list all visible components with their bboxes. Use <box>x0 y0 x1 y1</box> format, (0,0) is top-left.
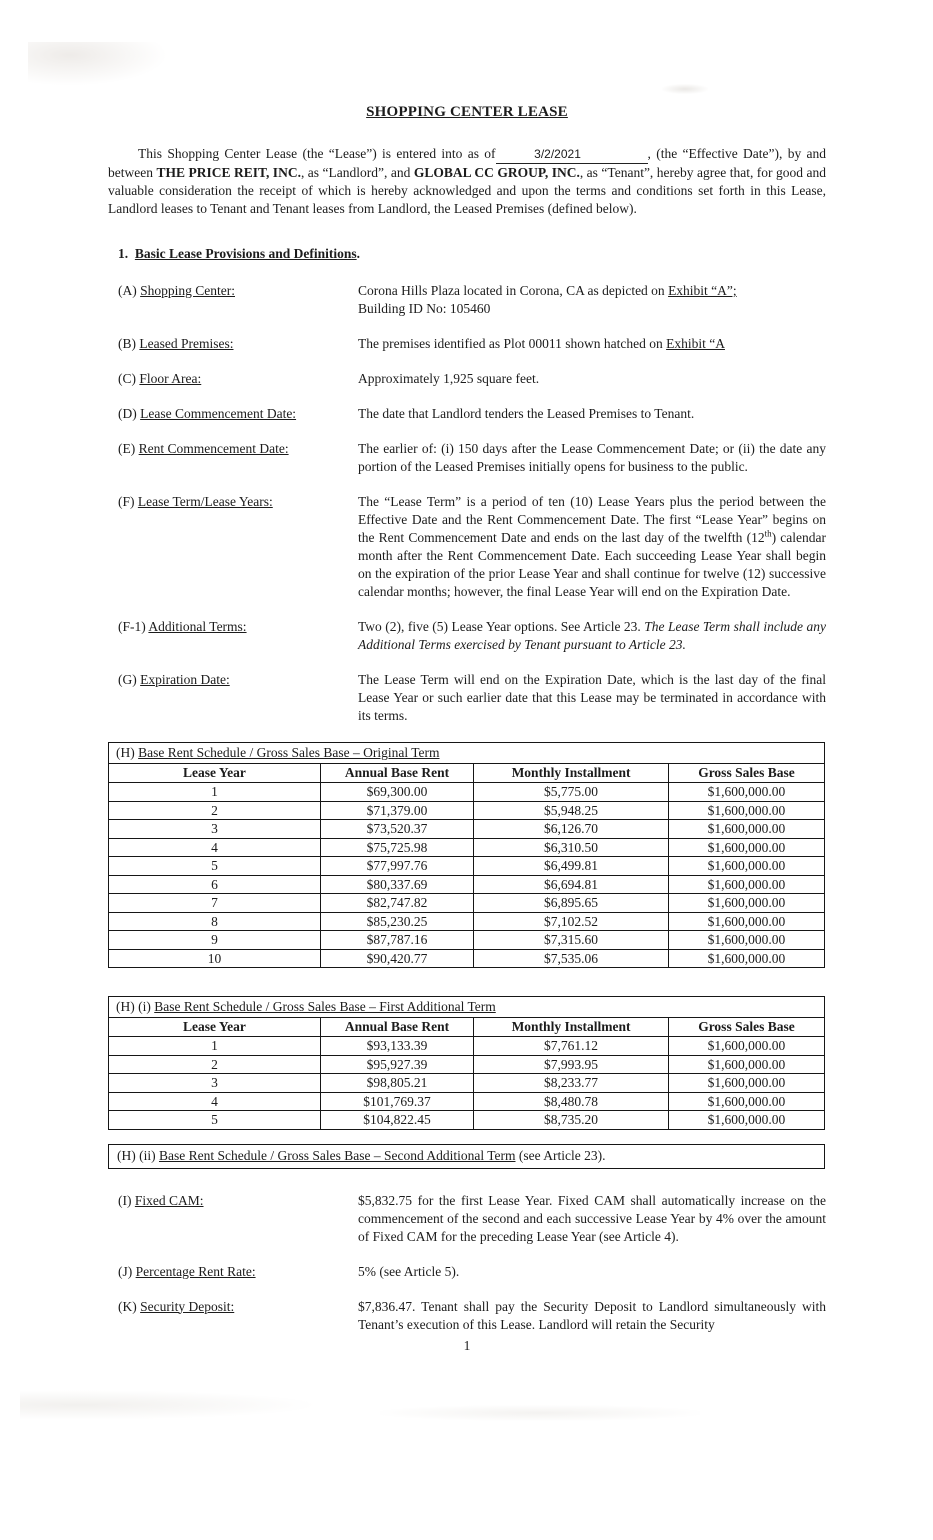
definition-item-k <box>108 1298 826 1334</box>
intro-paragraph <box>108 145 826 218</box>
table-cell: $5,775.00 <box>474 783 669 802</box>
effective-date-value: 3/2/2021 <box>534 147 581 161</box>
table-row <box>109 783 825 802</box>
definition-item-a <box>108 282 826 318</box>
table-row <box>109 857 825 876</box>
table-cell: $6,694.81 <box>474 875 669 894</box>
definition-item-f1 <box>108 618 826 654</box>
table-cell: $1,600,000.00 <box>668 783 824 802</box>
table-caption-row <box>109 743 825 764</box>
column-header: Lease Year <box>109 764 321 783</box>
intro-text: , (the “Effective Date”), by and between <box>108 146 826 180</box>
column-header: Gross Sales Base <box>668 764 824 783</box>
document-title: SHOPPING CENTER LEASE <box>366 104 568 120</box>
table-caption: (H) (i) Base Rent Schedule / Gross Sales Base – First Additional Term <box>109 997 825 1018</box>
definition-item-e <box>108 440 826 476</box>
table-header-row <box>109 1018 825 1037</box>
table-cell: $1,600,000.00 <box>668 875 824 894</box>
table-row <box>109 838 825 857</box>
table-cell: $104,822.45 <box>320 1111 473 1130</box>
definition-label: (D) Lease Commencement Date: <box>118 406 297 421</box>
table-cell: $1,600,000.00 <box>668 912 824 931</box>
table-cell: 6 <box>109 875 321 894</box>
table-cell: $6,499.81 <box>474 857 669 876</box>
definition-value: Corona Hills Plaza located in Corona, CA as depicted on Exhibit “A”; Building ID No: 105460 <box>358 283 737 316</box>
column-header: Annual Base Rent <box>320 764 473 783</box>
definition-label: (G) Expiration Date: <box>118 672 230 687</box>
effective-date-field[interactable] <box>496 145 648 164</box>
table-cell: 3 <box>109 820 321 839</box>
table-cell: $7,535.06 <box>474 949 669 968</box>
page-number: 1 <box>463 1337 471 1353</box>
table-cell: 4 <box>109 838 321 857</box>
table-cell: $101,769.37 <box>320 1092 473 1111</box>
table-cell: 10 <box>109 949 321 968</box>
table-row <box>109 820 825 839</box>
table-cell: 2 <box>109 1055 321 1074</box>
table-cell: $6,895.65 <box>474 894 669 913</box>
landlord-name: THE PRICE REIT, INC. <box>156 165 301 180</box>
table-row <box>109 875 825 894</box>
table-cell: $90,420.77 <box>320 949 473 968</box>
table-cell: $73,520.37 <box>320 820 473 839</box>
table-cell: $69,300.00 <box>320 783 473 802</box>
scan-artifact <box>20 1390 320 1420</box>
table-cell: 9 <box>109 931 321 950</box>
table-cell: 2 <box>109 801 321 820</box>
table-cell: $7,993.95 <box>474 1055 669 1074</box>
definition-value: Two (2), five (5) Lease Year options. See Article 23. The Lease Term shall include any Additional Terms exercised by Tenant pursuant to Article 23. <box>358 619 826 652</box>
definition-value: The date that Landlord tenders the Leased Premises to Tenant. <box>358 406 695 421</box>
table-cell: $1,600,000.00 <box>668 801 824 820</box>
column-header: Monthly Installment <box>474 764 669 783</box>
table-cell: $1,600,000.00 <box>668 894 824 913</box>
column-header: Annual Base Rent <box>320 1018 473 1037</box>
table-cell: $98,805.21 <box>320 1074 473 1093</box>
table-cell: $87,787.16 <box>320 931 473 950</box>
table-cell: $1,600,000.00 <box>668 1037 824 1056</box>
definition-label: (K) Security Deposit: <box>118 1298 235 1314</box>
table-cell: $1,600,000.00 <box>668 1055 824 1074</box>
table-cell: $8,480.78 <box>474 1092 669 1111</box>
table-row <box>109 931 825 950</box>
table-cell: $7,102.52 <box>474 912 669 931</box>
second-additional-term-bar: (H) (ii) Base Rent Schedule / Gross Sales Base – Second Additional Term (see Article 23). <box>108 1144 825 1169</box>
table-cell: $8,233.77 <box>474 1074 669 1093</box>
table-cell: $77,997.76 <box>320 857 473 876</box>
definition-value: The earlier of: (i) 150 days after the Lease Commencement Date; or (ii) the date any portion of the Leased Premises initially opens for business to the public. <box>358 441 826 474</box>
definition-label: (J) Percentage Rent Rate: <box>118 1263 256 1279</box>
scan-artifact <box>380 1405 700 1421</box>
intro-text: , as “Landlord”, and <box>300 165 414 180</box>
definition-item-b <box>108 335 826 353</box>
definition-item-g <box>108 671 826 725</box>
table-row <box>109 1092 825 1111</box>
definition-item-d <box>108 405 826 423</box>
base-rent-table-original-term <box>108 742 825 968</box>
definition-label: (F-1) Additional Terms: <box>118 619 247 634</box>
table-cell: $1,600,000.00 <box>668 949 824 968</box>
definitions-list-continued <box>108 1192 826 1334</box>
definition-item-f <box>108 493 826 601</box>
table-cell: $1,600,000.00 <box>668 1111 824 1130</box>
table-row <box>109 912 825 931</box>
section-1-heading: 1. Basic Lease Provisions and Definitions. <box>118 246 361 261</box>
definition-item-c <box>108 370 826 388</box>
definition-value: The Lease Term will end on the Expiration Date, which is the last day of the final Lease Year or such earlier date that this Lease may be terminated in accordance with its terms. <box>358 672 826 723</box>
table-cell: 7 <box>109 894 321 913</box>
tenant-name: GLOBAL CC GROUP, INC. <box>413 165 580 180</box>
table-cell: 5 <box>109 1111 321 1130</box>
definition-value: $7,836.47. Tenant shall pay the Security Deposit to Landlord simultaneously with Tenant’s execution of this Lease. Landlord will retain the Security <box>358 1298 826 1332</box>
table-cell: $7,315.60 <box>474 931 669 950</box>
table-header-row <box>109 764 825 783</box>
definition-label: (E) Rent Commencement Date: <box>118 441 289 456</box>
table-cell: $95,927.39 <box>320 1055 473 1074</box>
table-cell: $1,600,000.00 <box>668 838 824 857</box>
intro-text: , as “Tenant”, hereby agree that, for good and valuable consideration the receipt of which is hereby acknowledged and upon the terms and conditions set forth in this Lease, Landlord leases to Tenant and Tenant leases from Landlord, the Leased Premises (defined below). <box>108 165 827 216</box>
table-row <box>109 1055 825 1074</box>
table-row <box>109 1037 825 1056</box>
table-row <box>109 1111 825 1130</box>
table-cell: $1,600,000.00 <box>668 1074 824 1093</box>
intro-text: This Shopping Center Lease (the “Lease”) is entered into as of <box>138 146 496 161</box>
column-header: Gross Sales Base <box>668 1018 824 1037</box>
table-cell: 8 <box>109 912 321 931</box>
table-cell: $6,310.50 <box>474 838 669 857</box>
column-header: Monthly Installment <box>474 1018 669 1037</box>
table-cell: $93,133.39 <box>320 1037 473 1056</box>
definition-label: (A) Shopping Center: <box>118 283 235 298</box>
table-cell: $75,725.98 <box>320 838 473 857</box>
table-cell: 4 <box>109 1092 321 1111</box>
table-cell: $1,600,000.00 <box>668 820 824 839</box>
table-cell: $6,126.70 <box>474 820 669 839</box>
definition-value: The premises identified as Plot 00011 shown hatched on Exhibit “A <box>358 336 725 351</box>
column-header: Lease Year <box>109 1018 321 1037</box>
table-row <box>109 894 825 913</box>
table-cell: $71,379.00 <box>320 801 473 820</box>
table-cell: $7,761.12 <box>474 1037 669 1056</box>
definition-value: 5% (see Article 5). <box>358 1263 460 1279</box>
table-cell: $85,230.25 <box>320 912 473 931</box>
definition-value: Approximately 1,925 square feet. <box>358 371 540 386</box>
table-row <box>109 1074 825 1093</box>
definition-label: (F) Lease Term/Lease Years: <box>118 494 273 509</box>
table-row <box>109 801 825 820</box>
table-cell: $80,337.69 <box>320 875 473 894</box>
definition-value: The “Lease Term” is a period of ten (10) Lease Years plus the period between the Effective Date and the Rent Commencement Date. The first “Lease Year” begins on the Rent Commencement Date and ends on the last day of the twelfth (12th) calendar month after the Rent Commencement Date. Each succeeding Lease Year shall begin on the expiration of the prior Lease Year and shall continue for twelve (12) successive calendar months; however, the final Lease Year will end on the Expiration Date. <box>358 494 826 599</box>
table-cell: $8,735.20 <box>474 1111 669 1130</box>
table-cell: $1,600,000.00 <box>668 857 824 876</box>
table-caption: (H) Base Rent Schedule / Gross Sales Base – Original Term <box>109 743 825 764</box>
table-cell: 1 <box>109 1037 321 1056</box>
table-cell: $1,600,000.00 <box>668 931 824 950</box>
base-rent-table-first-additional-term <box>108 996 825 1130</box>
definition-label: (C) Floor Area: <box>118 371 202 386</box>
definition-item-i <box>108 1192 826 1246</box>
definition-value: $5,832.75 for the first Lease Year. Fixed CAM shall automatically increase on the commencement of the second and each successive Lease Year by 4% over the amount of Fixed CAM for the preceding Lease Year (see Article 4). <box>358 1192 826 1244</box>
definition-label: (B) Leased Premises: <box>118 336 234 351</box>
table-row <box>109 949 825 968</box>
table-cell: $1,600,000.00 <box>668 1092 824 1111</box>
table-cell: 3 <box>109 1074 321 1093</box>
table-cell: $5,948.25 <box>474 801 669 820</box>
table-cell: 5 <box>109 857 321 876</box>
table-cell: 1 <box>109 783 321 802</box>
table-cell: $82,747.82 <box>320 894 473 913</box>
table-caption-row <box>109 997 825 1018</box>
definition-item-j <box>108 1263 826 1281</box>
definition-label: (I) Fixed CAM: <box>118 1192 204 1208</box>
definitions-list <box>108 282 826 725</box>
